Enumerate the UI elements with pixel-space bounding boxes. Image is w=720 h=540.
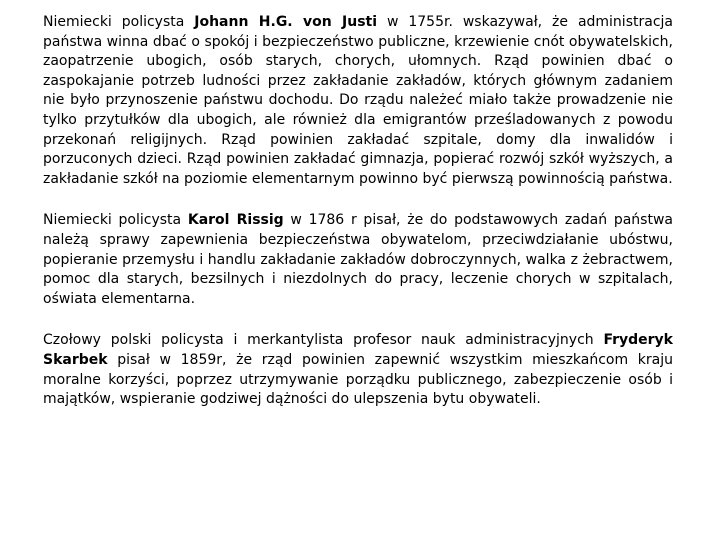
paragraph-text: Czołowy polski policysta i merkantylista profesor nauk administracyjnych: [43, 332, 604, 349]
paragraph-justi: [43, 13, 673, 189]
person-name-justi: Johann H.G. von Justi: [194, 14, 378, 30]
paragraph-rissig: [43, 211, 673, 309]
paragraph-text: Niemiecki policysta: [43, 212, 188, 229]
slide-body: [43, 13, 673, 432]
paragraph-skarbek: [43, 331, 673, 409]
paragraph-text: pisał w 1859r, że rząd powinien zapewnić wszystkim mieszkańcom kraju moralne korzyści, poprzez utrzymywanie porządku publicznego, zabezpieczenie osób i majątków, wspieranie godziwej dążności do ulepszenia bytu obywateli.: [43, 351, 673, 408]
paragraph-text: Niemiecki policysta: [43, 14, 195, 30]
paragraph-text: w 1786 r pisał, że do podstawowych zadań państwa należą sprawy zapewnienia bezpieczeństwa obywatelom, przeciwdziałanie ubóstwu, popieranie przemysłu i handlu zakładanie zakładów dobroczynnych, walka z żebractwem, pomoc dla starych, bezsilnych i niezdolnych do pracy, leczenie chorych w szpitalach, oświata elementarna.: [43, 212, 673, 307]
paragraph-text: w 1755r. wskazywał, że administracja państwa winna dbać o spokój i bezpieczeństwo publiczne, krzewienie cnót obywatelskich, zaopatrzenie ubogich, osób starych, chorych, ułomnych. Rząd powinien dbać o zaspokajanie potrzeb ludności przez zakładanie zakładów, których głównym zadaniem nie było przynoszenie państwu dochodu. Do rządu należeć miało także prowadzenie nie tylko przytułków dla ubogich, ale również dla emigrantów prześladowanych z powodu przekonań religijnych. Rząd powinien zakładać szpitale, domy dla inwalidów i porzuconych dzieci. Rząd powinien zakładać gimnazja, popierać rozwój szkół wyższych, a zakładanie szkół na poziomie elementarnym powinno być pierwszą powinnością państwa.: [43, 14, 673, 187]
person-name-rissig: Karol Rissig: [187, 212, 284, 229]
person-name-skarbek: Fryderyk Skarbek: [43, 332, 673, 368]
